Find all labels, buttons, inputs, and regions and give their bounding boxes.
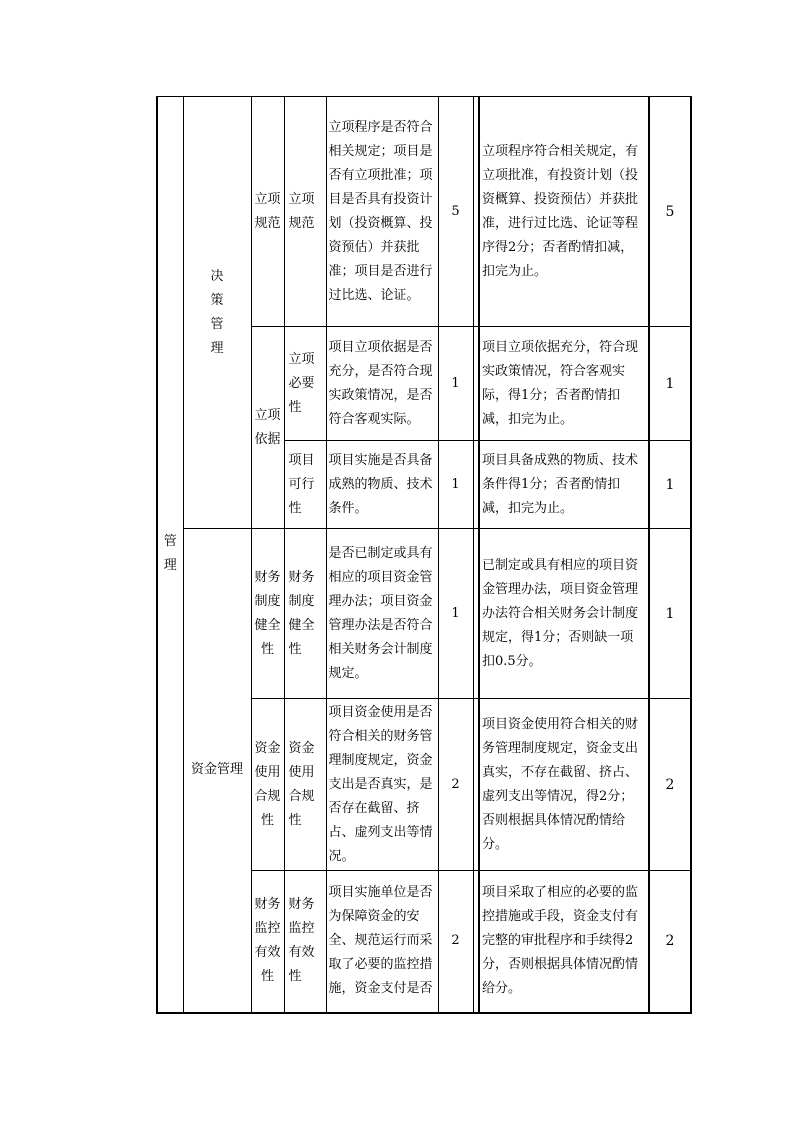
table-row <box>157 529 691 699</box>
table-row <box>157 97 691 327</box>
level4-cell: 立项必要性 <box>284 327 326 441</box>
group-cell-funds <box>183 529 251 1013</box>
score-cell: 2 <box>649 871 691 1013</box>
level3-cell: 财务监控有效性 <box>251 871 284 1013</box>
level1-label: 管理 <box>163 534 177 574</box>
weight-cell: 1 <box>438 327 473 441</box>
criteria-cell: 立项程序是否符合相关规定；项目是否有立项批准；项目是否具有投资计划（投资概算、投资预估）并获批准；项目是否进行过比选、论证。 <box>326 97 438 327</box>
weight-cell: 1 <box>438 529 473 699</box>
evaluation-table <box>156 96 692 1014</box>
level4-cell: 财务制度健全性 <box>284 529 326 699</box>
level3-cell: 财务制度健全性 <box>251 529 284 699</box>
standard-cell: 立项程序符合相关规定，有立项批准，有投资计划（投资概算、投资预估）并获批准，进行过比选、论证等程序得2分；否者酌情扣减，扣完为止。 <box>479 97 649 327</box>
group-cell-decision <box>183 97 251 529</box>
weight-cell: 1 <box>438 441 473 529</box>
level3-cell: 立项依据 <box>251 327 284 529</box>
group-label: 决策管理 <box>210 268 224 356</box>
standard-cell: 项目立项依据充分，符合现实政策情况，符合客观实际，得1分；否者酌情扣减，扣完为止。 <box>479 327 649 441</box>
score-cell: 1 <box>649 529 691 699</box>
standard-cell: 项目采取了相应的必要的监控措施或手段，资金支付有完整的审批程序和手续得2分，否则根据具体情况酌情给分。 <box>479 871 649 1013</box>
criteria-cell: 项目资金使用是否符合相关的财务管理制度规定，资金支出是否真实，是否存在截留、挤占、虚列支出等情况。 <box>326 699 438 871</box>
score-cell: 1 <box>649 327 691 441</box>
criteria-cell: 是否已制定或具有相应的项目资金管理办法；项目资金管理办法是否符合相关财务会计制度规定。 <box>326 529 438 699</box>
level1-cell <box>157 97 183 1013</box>
score-cell: 2 <box>649 699 691 871</box>
criteria-cell: 项目实施单位是否为保障资金的安全、规范运行而采取了必要的监控措施，资金支付是否 <box>326 871 438 1013</box>
level4-cell: 资金使用合规性 <box>284 699 326 871</box>
level3-cell: 资金使用合规性 <box>251 699 284 871</box>
score-cell: 5 <box>649 97 691 327</box>
weight-cell: 2 <box>438 871 473 1013</box>
weight-cell: 5 <box>438 97 473 327</box>
group-label: 资金管理 <box>190 762 243 778</box>
weight-cell: 2 <box>438 699 473 871</box>
score-cell: 1 <box>649 441 691 529</box>
standard-cell: 项目具备成熟的物质、技术条件得1分；否者酌情扣减，扣完为止。 <box>479 441 649 529</box>
level4-cell: 项目可行性 <box>284 441 326 529</box>
standard-cell: 项目资金使用符合相关的财务管理制度规定，资金支出真实，不存在截留、挤占、虚列支出等情况，得2分；否则根据具体情况酌情给分。 <box>479 699 649 871</box>
level4-cell: 财务监控有效性 <box>284 871 326 1013</box>
level3-cell: 立项规范 <box>251 97 284 327</box>
level4-cell: 立项规范 <box>284 97 326 327</box>
standard-cell: 已制定或具有相应的项目资金管理办法，项目资金管理办法符合相关财务会计制度规定，得1分；否则缺一项扣0.5分。 <box>479 529 649 699</box>
criteria-cell: 项目立项依据是否充分，是否符合现实政策情况，是否符合客观实际。 <box>326 327 438 441</box>
criteria-cell: 项目实施是否具备成熟的物质、技术条件。 <box>326 441 438 529</box>
